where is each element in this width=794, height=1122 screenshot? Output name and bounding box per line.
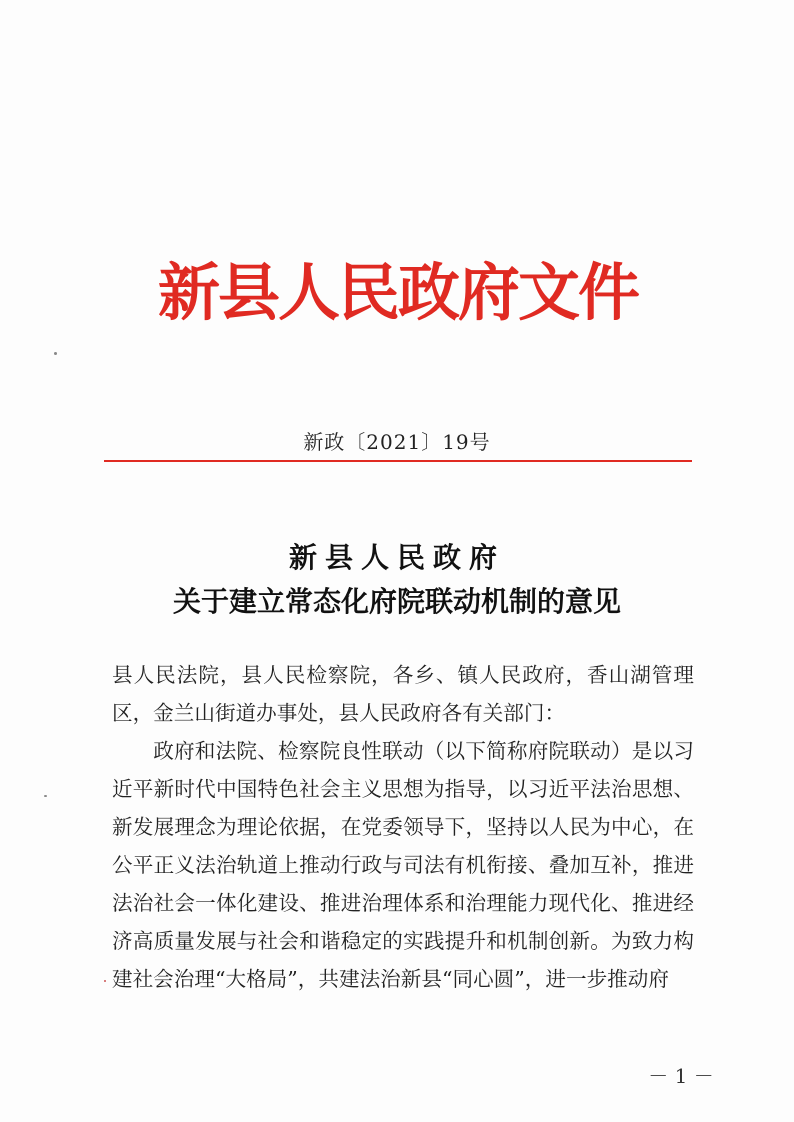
red-divider-line bbox=[104, 460, 692, 462]
issuer-header-title: 新县人民政府文件 bbox=[157, 256, 638, 329]
page-number: － 1 － bbox=[648, 1064, 714, 1088]
body-paragraph: 政府和法院、检察院良性联动（以下简称府院联动）是以习近平新时代中国特色社会主义思想为指导，以习近平法治思想、新发展理念为理论依据，在党委领导下，坚持以人民为中心，在公平正义法治轨道上推动行政与司法有机衔接、叠加互补，推进法治社会一体化建设、推进治理体系和治理能力现代化、推进经济高质量发展与社会和谐稳定的实践提升和机制创新。为致力构建社会治理“大格局”，共建法治新县“同心圆”，进一步推动府 bbox=[112, 739, 694, 991]
document-title-line2: 关于建立常态化府院联动机制的意见 bbox=[172, 585, 621, 618]
document-title-line1: 新县人民政府 bbox=[288, 541, 505, 574]
document-number: 新政〔2021〕19号 bbox=[303, 430, 491, 454]
addressees-paragraph: 县人民法院，县人民检察院，各乡、镇人民政府，香山湖管理区，金兰山街道办事处，县人民政府各有关部门： bbox=[112, 663, 694, 725]
scan-speck bbox=[44, 795, 47, 797]
scan-speck bbox=[104, 980, 106, 982]
scan-speck bbox=[54, 352, 57, 355]
document-body bbox=[112, 656, 694, 998]
